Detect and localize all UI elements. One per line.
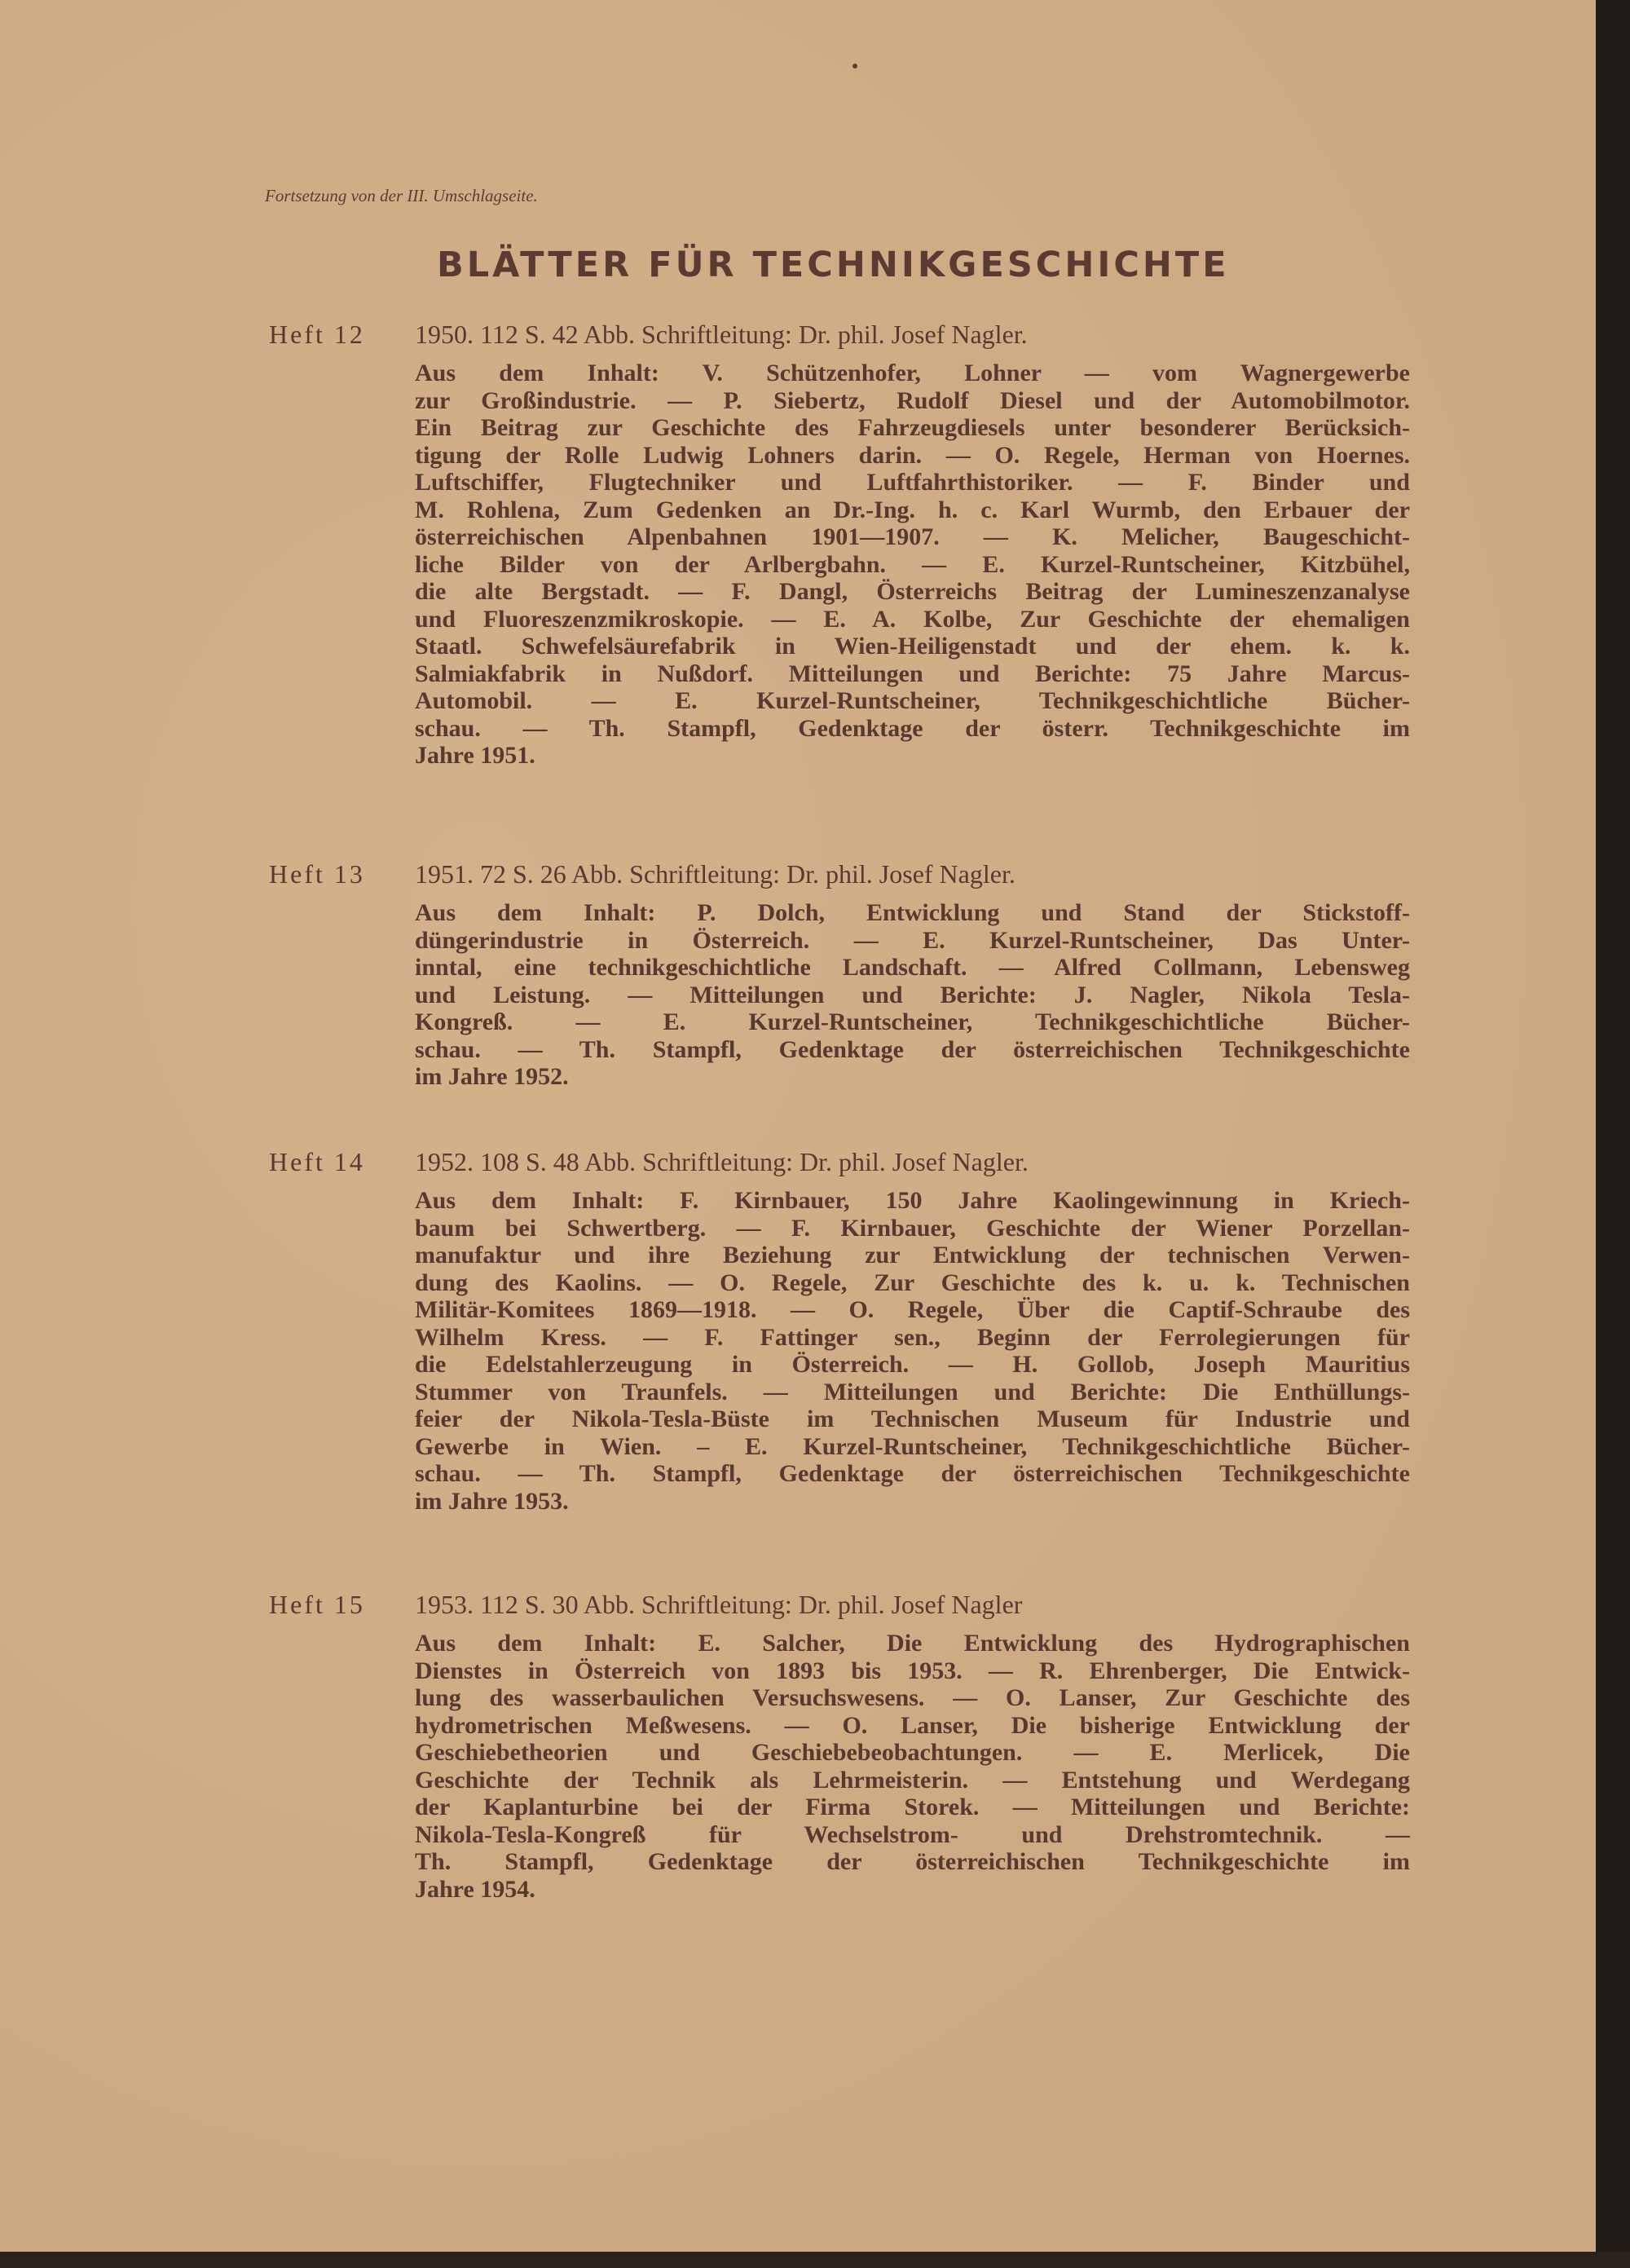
issue-header: 1951. 72 S. 26 Abb. Schriftleitung: Dr. phil. Josef Nagler. (415, 859, 1015, 889)
contents-line: im Jahre 1952. (415, 1063, 569, 1090)
contents-line: inntal, eine technikgeschichtliche Landschaft. — Alfred Collmann, Lebensweg (415, 954, 1410, 981)
contents-line: Salmiakfabrik in Nußdorf. Mitteilungen und Berichte: 75 Jahre Marcus- (415, 660, 1410, 687)
contents-line: Wilhelm Kress. — F. Fattinger sen., Beginn der Ferrolegierungen für (415, 1323, 1410, 1351)
contents-line: düngerindustrie in Österreich. — E. Kurzel-Runtscheiner, Das Unter- (415, 926, 1410, 954)
contents-line: tigung der Rolle Ludwig Lohners darin. — O. Regele, Herman von Hoernes. (415, 441, 1410, 469)
issue-contents (415, 899, 1410, 1091)
scan-edge-bottom (0, 2252, 1630, 2268)
scan-edge-right (1596, 0, 1630, 2268)
issue-label: Heft 15 (269, 1590, 365, 1619)
contents-line: österreichischen Alpenbahnen 1901—1907. — K. Melicher, Baugeschicht- (415, 523, 1410, 550)
contents-line: Ein Beitrag zur Geschichte des Fahrzeugdiesels unter besonderer Berücksich- (415, 414, 1410, 441)
contents-line: Jahre 1954. (415, 1875, 535, 1903)
issue-contents (415, 1187, 1410, 1515)
contents-line: im Jahre 1953. (415, 1487, 569, 1515)
contents-line: feier der Nikola-Tesla-Büste im Technischen Museum für Industrie und (415, 1405, 1410, 1432)
contents-line: dung des Kaolins. — O. Regele, Zur Geschichte des k. u. k. Technischen (415, 1269, 1410, 1296)
contents-line: Th. Stampfl, Gedenktage der österreichischen Technikgeschichte im (415, 1848, 1410, 1875)
contents-line: Geschiebetheorien und Geschiebebeobachtungen. — E. Merlicek, Die (415, 1739, 1410, 1766)
contents-line: Nikola-Tesla-Kongreß für Wechselstrom- und Drehstromtechnik. — (415, 1820, 1410, 1848)
contents-line: Militär-Komitees 1869—1918. — O. Regele, Über die Captif-Schraube des (415, 1296, 1410, 1323)
contents-line: Kongreß. — E. Kurzel-Runtscheiner, Technikgeschichtliche Bücher- (415, 1008, 1410, 1035)
ink-speck (852, 64, 857, 68)
contents-line: schau. — Th. Stampfl, Gedenktage der österr. Technikgeschichte im (415, 714, 1410, 742)
contents-line: manufaktur und ihre Beziehung zur Entwicklung der technischen Verwen- (415, 1242, 1410, 1269)
contents-line: Aus dem Inhalt: E. Salcher, Die Entwicklung des Hydrographischen (415, 1630, 1410, 1657)
issue-header: 1953. 112 S. 30 Abb. Schriftleitung: Dr. phil. Josef Nagler (415, 1590, 1023, 1619)
contents-line: und Fluoreszenzmikroskopie. — E. A. Kolbe, Zur Geschichte der ehemaligen (415, 605, 1410, 633)
issue-header: 1952. 108 S. 48 Abb. Schriftleitung: Dr. phil. Josef Nagler. (415, 1147, 1029, 1176)
contents-line: liche Bilder von der Arlbergbahn. — E. Kurzel-Runtscheiner, Kitzbühel, (415, 550, 1410, 578)
page-title: BLÄTTER FÜR TECHNIKGESCHICHTE (437, 245, 1230, 285)
contents-line: Luftschiffer, Flugtechniker und Luftfahrthistoriker. — F. Binder und (415, 469, 1410, 496)
issue-label: Heft 13 (269, 859, 365, 889)
contents-line: lung des wasserbaulichen Versuchswesens. — O. Lanser, Zur Geschichte des (415, 1684, 1410, 1711)
contents-line: hydrometrischen Meßwesens. — O. Lanser, Die bisherige Entwicklung der (415, 1711, 1410, 1739)
issue-label: Heft 12 (269, 320, 365, 349)
contents-line: Aus dem Inhalt: F. Kirnbauer, 150 Jahre Kaolingewinnung in Kriech- (415, 1187, 1410, 1214)
contents-line: die Edelstahlerzeugung in Österreich. — H. Gollob, Joseph Mauritius (415, 1351, 1410, 1378)
contents-line: Dienstes in Österreich von 1893 bis 1953. — R. Ehrenberger, Die Entwick- (415, 1657, 1410, 1684)
issue-label: Heft 14 (269, 1147, 365, 1176)
contents-line: Staatl. Schwefelsäurefabrik in Wien-Heiligenstadt und der ehem. k. k. (415, 633, 1410, 660)
issue-contents (415, 360, 1410, 770)
contents-line: Geschichte der Technik als Lehrmeisterin. — Entstehung und Werdegang (415, 1766, 1410, 1794)
contents-line: Aus dem Inhalt: P. Dolch, Entwicklung und Stand der Stickstoff- (415, 899, 1410, 926)
contents-line: Stummer von Traunfels. — Mitteilungen und Berichte: Die Enthüllungs- (415, 1378, 1410, 1405)
contents-line: Automobil. — E. Kurzel-Runtscheiner, Technikgeschichtliche Bücher- (415, 687, 1410, 714)
contents-line: der Kaplanturbine bei der Firma Storek. — Mitteilungen und Berichte: (415, 1794, 1410, 1820)
contents-line: Jahre 1951. (415, 742, 535, 769)
contents-line: Gewerbe in Wien. – E. Kurzel-Runtscheiner, Technikgeschichtliche Bücher- (415, 1432, 1410, 1460)
contents-line: und Leistung. — Mitteilungen und Berichte: J. Nagler, Nikola Tesla- (415, 981, 1410, 1008)
continuation-note: Fortsetzung von der III. Umschlagseite. (265, 186, 538, 205)
contents-line: zur Großindustrie. — P. Siebertz, Rudolf Diesel und der Automobilmotor. (415, 386, 1410, 414)
contents-line: baum bei Schwertberg. — F. Kirnbauer, Geschichte der Wiener Porzellan- (415, 1214, 1410, 1242)
contents-line: schau. — Th. Stampfl, Gedenktage der österreichischen Technikgeschichte (415, 1035, 1410, 1063)
contents-line: schau. — Th. Stampfl, Gedenktage der österreichischen Technikgeschichte (415, 1460, 1410, 1487)
issue-header: 1950. 112 S. 42 Abb. Schriftleitung: Dr. phil. Josef Nagler. (415, 320, 1028, 349)
issue-contents (415, 1630, 1410, 1903)
contents-line: M. Rohlena, Zum Gedenken an Dr.-Ing. h. c. Karl Wurmb, den Erbauer der (415, 496, 1410, 523)
contents-line: die alte Bergstadt. — F. Dangl, Österreichs Beitrag der Lumineszenzanalyse (415, 578, 1410, 605)
contents-line: Aus dem Inhalt: V. Schützenhofer, Lohner — vom Wagnergewerbe (415, 360, 1410, 386)
